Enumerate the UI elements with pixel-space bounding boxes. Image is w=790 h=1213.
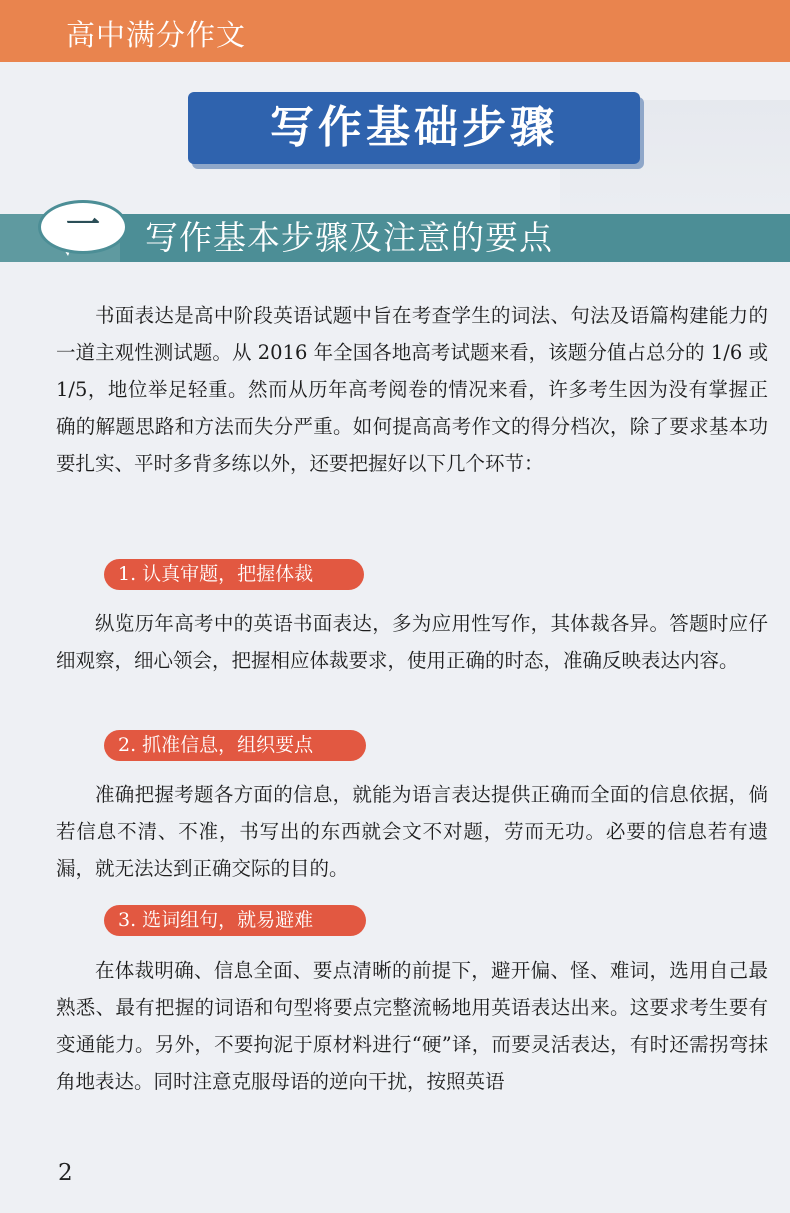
section-title: 写作基本步骤及注意的要点	[145, 218, 553, 257]
page-number: 2	[58, 1160, 73, 1186]
header-bar	[0, 0, 790, 62]
step-2-paragraph: 准确把握考题各方面的信息，就能为语言表达提供正确而全面的信息依据，倘若信息不清、不准，书写出的东西就会文不对题，劳而无功。必要的信息若有遗漏，就无法达到正确交际的目的。	[56, 783, 768, 880]
book-title: 高中满分作文	[66, 18, 247, 52]
step-1-heading: 1. 认真审题，把握体裁	[104, 559, 364, 590]
chapter-title: 写作基础步骤	[188, 92, 640, 164]
intro-paragraph: 书面表达是高中阶段英语试题中旨在考查学生的词法、句法及语篇构建能力的一道主观性测试题。从 2016 年全国各地高考试题来看，该题分值占总分的 1/6 或 1/5，地位举足轻重。然而从历年高考阅卷的情况来看，许多考生因为没有掌握正确的解题思路和方法而失分严重。如何提高高考作文的得分档次，除了要求基本功要扎实、平时多背多练以外，还要把握好以下几个环节：	[56, 304, 768, 475]
step-1-paragraph: 纵览历年高考中的英语书面表达，多为应用性写作，其体裁各异。答题时应仔细观察，细心领会，把握相应体裁要求，使用正确的时态，准确反映表达内容。	[56, 612, 768, 672]
step-3-heading: 3. 选词组句，就易避难	[104, 905, 366, 936]
section-number-bubble: 一	[38, 200, 128, 254]
section-header	[0, 205, 790, 270]
step-3-paragraph: 在体裁明确、信息全面、要点清晰的前提下，避开偏、怪、难词，选用自己最熟悉、最有把握的词语和句型将要点完整流畅地用英语表达出来。这要求考生要有变通能力。另外，不要拘泥于原材料进行“硬”译，而要灵活表达，有时还需拐弯抹角地表达。同时注意克服母语的逆向干扰，按照英语	[56, 959, 768, 1093]
step-2-heading: 2. 抓准信息，组织要点	[104, 730, 366, 761]
